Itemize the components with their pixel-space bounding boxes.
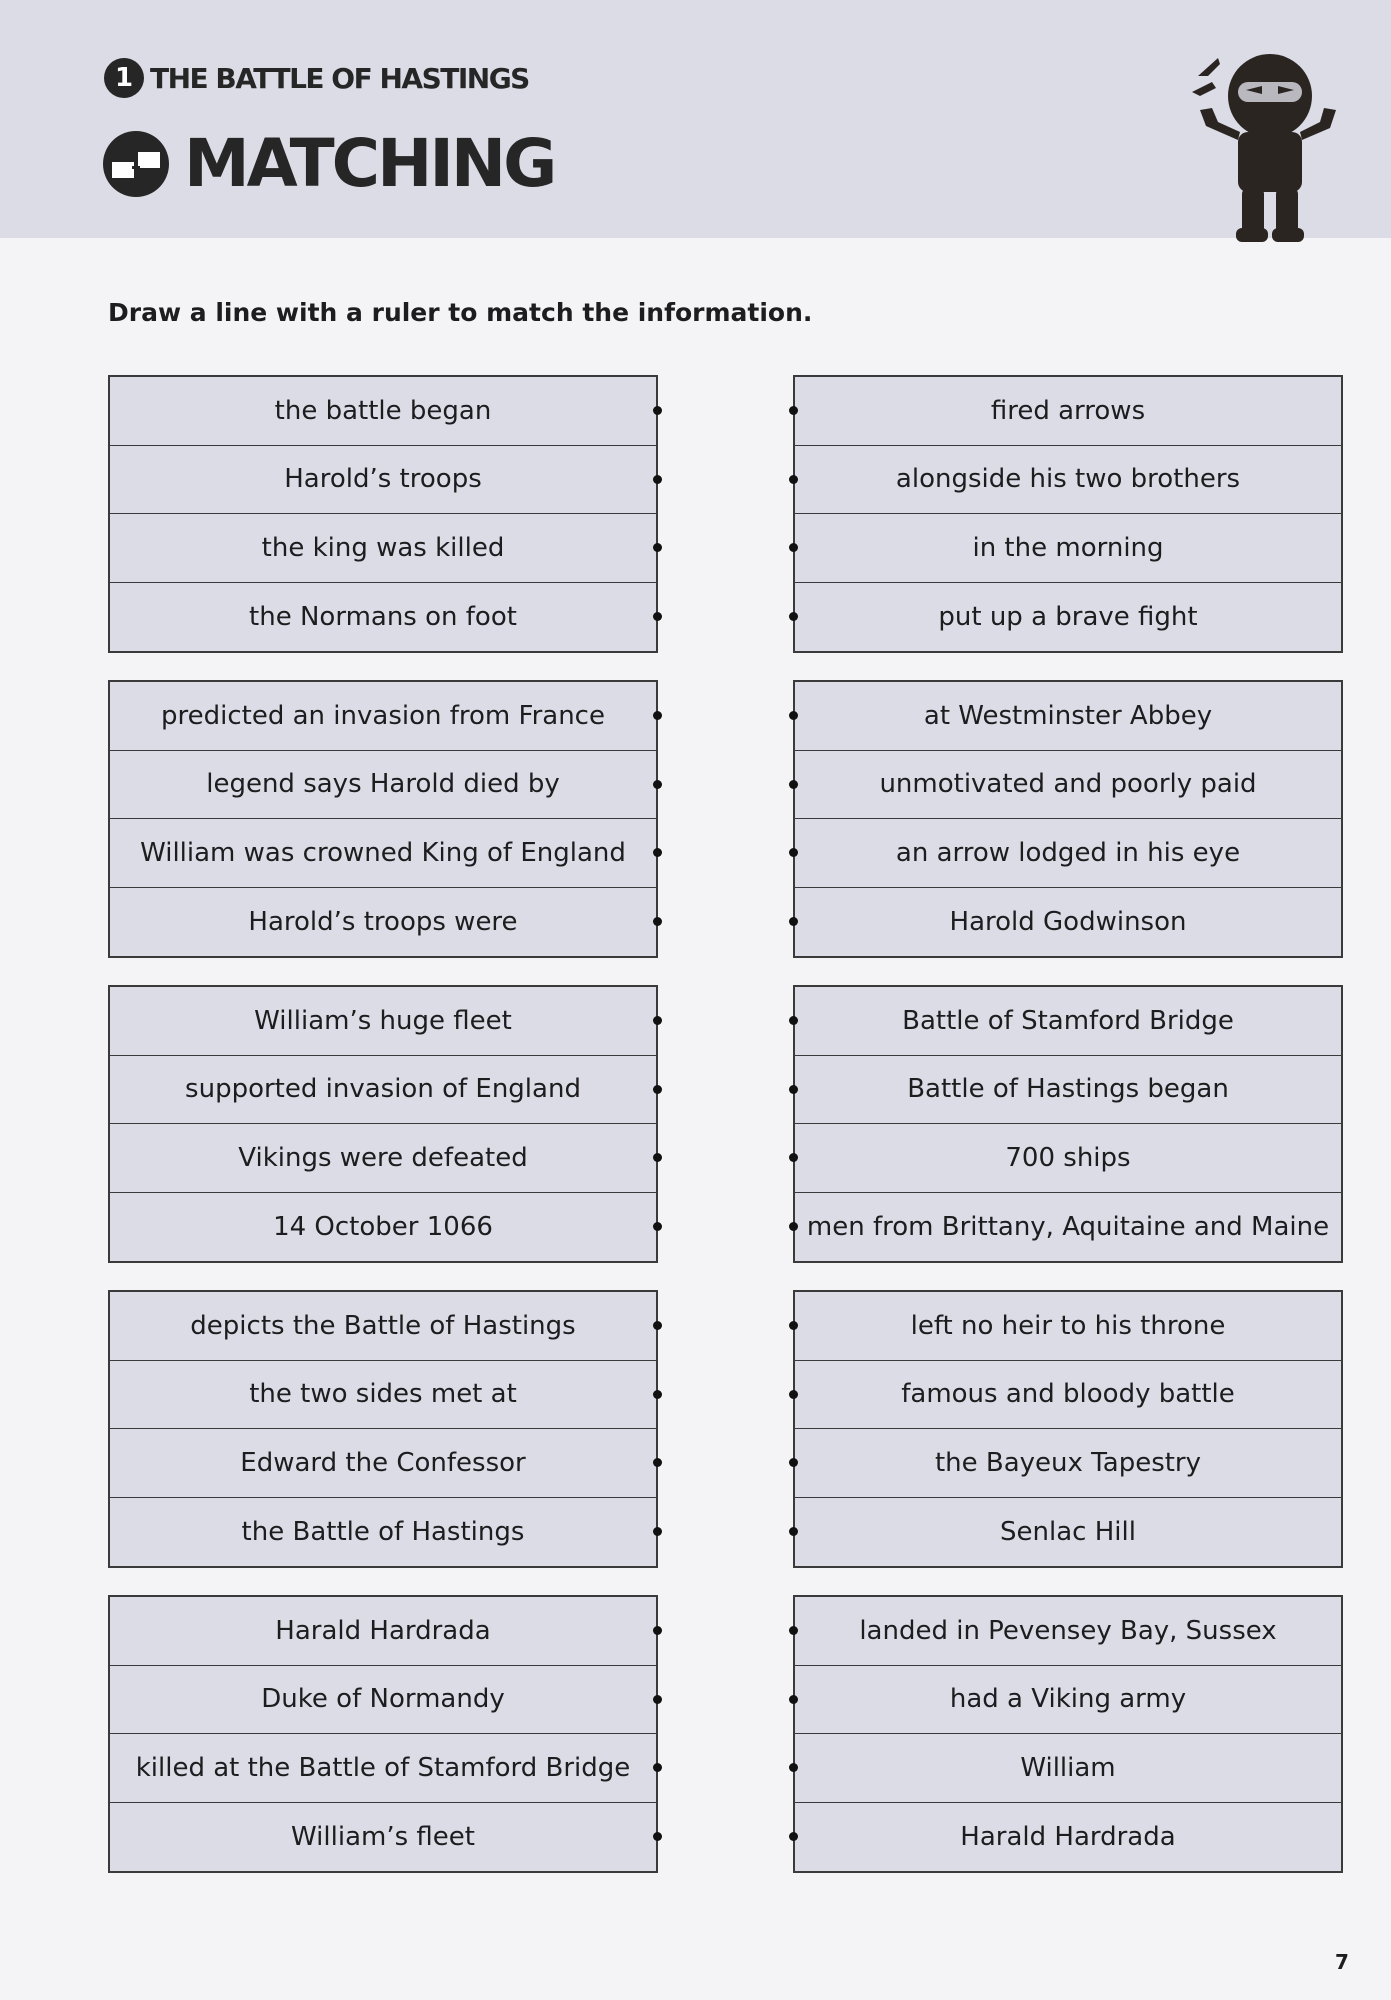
match-item-right[interactable]: Battle of Stamford Bridge	[795, 987, 1341, 1056]
match-dot[interactable]	[789, 1153, 798, 1162]
match-item-right[interactable]: famous and bloody battle	[795, 1361, 1341, 1430]
match-item-left[interactable]: William’s huge fleet	[110, 987, 656, 1056]
match-dot[interactable]	[789, 780, 798, 789]
match-dot[interactable]	[653, 1390, 662, 1399]
match-item-left[interactable]: legend says Harold died by	[110, 751, 656, 820]
match-item-left[interactable]: William’s fleet	[110, 1803, 656, 1872]
match-dot[interactable]	[789, 1222, 798, 1231]
match-dot[interactable]	[789, 1695, 798, 1704]
match-item-left[interactable]: Harald Hardrada	[110, 1597, 656, 1666]
match-item-right[interactable]: Battle of Hastings began	[795, 1056, 1341, 1125]
group-1-left	[108, 375, 658, 653]
match-dot[interactable]	[789, 1626, 798, 1635]
match-dot[interactable]	[653, 1222, 662, 1231]
match-item-right[interactable]: put up a brave fight	[795, 583, 1341, 652]
group-2-right	[793, 680, 1343, 958]
match-dot[interactable]	[789, 711, 798, 720]
match-item-left[interactable]: Vikings were defeated	[110, 1124, 656, 1193]
match-item-left[interactable]: Harold’s troops were	[110, 888, 656, 957]
match-item-right[interactable]: in the morning	[795, 514, 1341, 583]
match-item-left[interactable]: predicted an invasion from France	[110, 682, 656, 751]
group-5-right	[793, 1595, 1343, 1873]
match-dot[interactable]	[789, 917, 798, 926]
match-dot[interactable]	[653, 1085, 662, 1094]
match-dot[interactable]	[653, 475, 662, 484]
group-5-left	[108, 1595, 658, 1873]
match-item-right[interactable]: unmotivated and poorly paid	[795, 751, 1341, 820]
match-dot[interactable]	[789, 848, 798, 857]
instruction-text: Draw a line with a ruler to match the information.	[108, 298, 813, 327]
match-dot[interactable]	[789, 1085, 798, 1094]
match-dot[interactable]	[789, 1832, 798, 1841]
match-dot[interactable]	[653, 711, 662, 720]
match-item-right[interactable]: 700 ships	[795, 1124, 1341, 1193]
match-dot[interactable]	[653, 1458, 662, 1467]
match-dot[interactable]	[789, 1016, 798, 1025]
match-item-left[interactable]: 14 October 1066	[110, 1193, 656, 1262]
match-dot[interactable]	[789, 543, 798, 552]
match-item-right[interactable]: had a Viking army	[795, 1666, 1341, 1735]
match-dot[interactable]	[653, 1626, 662, 1635]
match-item-left[interactable]: the Battle of Hastings	[110, 1498, 656, 1567]
match-dot[interactable]	[653, 780, 662, 789]
match-item-right[interactable]: landed in Pevensey Bay, Sussex	[795, 1597, 1341, 1666]
match-item-right[interactable]: alongside his two brothers	[795, 446, 1341, 515]
match-item-right[interactable]: an arrow lodged in his eye	[795, 819, 1341, 888]
match-dot[interactable]	[653, 1527, 662, 1536]
match-dot[interactable]	[653, 543, 662, 552]
group-3-left	[108, 985, 658, 1263]
match-dot[interactable]	[653, 1153, 662, 1162]
match-dot[interactable]	[789, 612, 798, 621]
group-4-left	[108, 1290, 658, 1568]
match-item-right[interactable]: Harald Hardrada	[795, 1803, 1341, 1872]
ninja-mascot-icon	[1190, 48, 1346, 244]
match-item-right[interactable]: the Bayeux Tapestry	[795, 1429, 1341, 1498]
match-dot[interactable]	[653, 1695, 662, 1704]
match-dot[interactable]	[653, 1321, 662, 1330]
match-dot[interactable]	[789, 1390, 798, 1399]
match-item-left[interactable]: supported invasion of England	[110, 1056, 656, 1125]
group-2-left	[108, 680, 658, 958]
match-item-right[interactable]: Harold Godwinson	[795, 888, 1341, 957]
match-item-right[interactable]: left no heir to his throne	[795, 1292, 1341, 1361]
match-dot[interactable]	[789, 1458, 798, 1467]
match-dot[interactable]	[789, 1763, 798, 1772]
group-3-right	[793, 985, 1343, 1263]
match-item-right[interactable]: Senlac Hill	[795, 1498, 1341, 1567]
header-band	[0, 0, 1391, 238]
activity-matching-icon	[102, 130, 170, 198]
match-item-right[interactable]: fired arrows	[795, 377, 1341, 446]
section-heading	[104, 58, 529, 98]
match-dot[interactable]	[653, 1832, 662, 1841]
match-dot[interactable]	[653, 1763, 662, 1772]
match-item-right[interactable]: William	[795, 1734, 1341, 1803]
activity-title: MATCHING	[184, 125, 555, 202]
match-item-left[interactable]: William was crowned King of England	[110, 819, 656, 888]
activity-heading	[102, 127, 554, 201]
page-number: 7	[1335, 1950, 1349, 1974]
match-item-left[interactable]: Harold’s troops	[110, 446, 656, 515]
section-title: THE BATTLE OF HASTINGS	[150, 61, 529, 95]
match-item-left[interactable]: Edward the Confessor	[110, 1429, 656, 1498]
match-dot[interactable]	[653, 848, 662, 857]
match-item-left[interactable]: the two sides met at	[110, 1361, 656, 1430]
group-1-right	[793, 375, 1343, 653]
match-dot[interactable]	[653, 1016, 662, 1025]
match-dot[interactable]	[789, 1321, 798, 1330]
match-dot[interactable]	[789, 475, 798, 484]
group-4-right	[793, 1290, 1343, 1568]
match-dot[interactable]	[789, 406, 798, 415]
match-dot[interactable]	[653, 917, 662, 926]
match-item-left[interactable]: the king was killed	[110, 514, 656, 583]
match-item-left[interactable]: the battle began	[110, 377, 656, 446]
match-item-left[interactable]: the Normans on foot	[110, 583, 656, 652]
match-item-left[interactable]: killed at the Battle of Stamford Bridge	[110, 1734, 656, 1803]
match-item-right[interactable]: at Westminster Abbey	[795, 682, 1341, 751]
match-dot[interactable]	[653, 612, 662, 621]
match-item-left[interactable]: depicts the Battle of Hastings	[110, 1292, 656, 1361]
match-item-right[interactable]: men from Brittany, Aquitaine and Maine	[795, 1193, 1341, 1262]
match-dot[interactable]	[653, 406, 662, 415]
section-number-badge: 1	[104, 58, 144, 98]
match-item-left[interactable]: Duke of Normandy	[110, 1666, 656, 1735]
match-dot[interactable]	[789, 1527, 798, 1536]
